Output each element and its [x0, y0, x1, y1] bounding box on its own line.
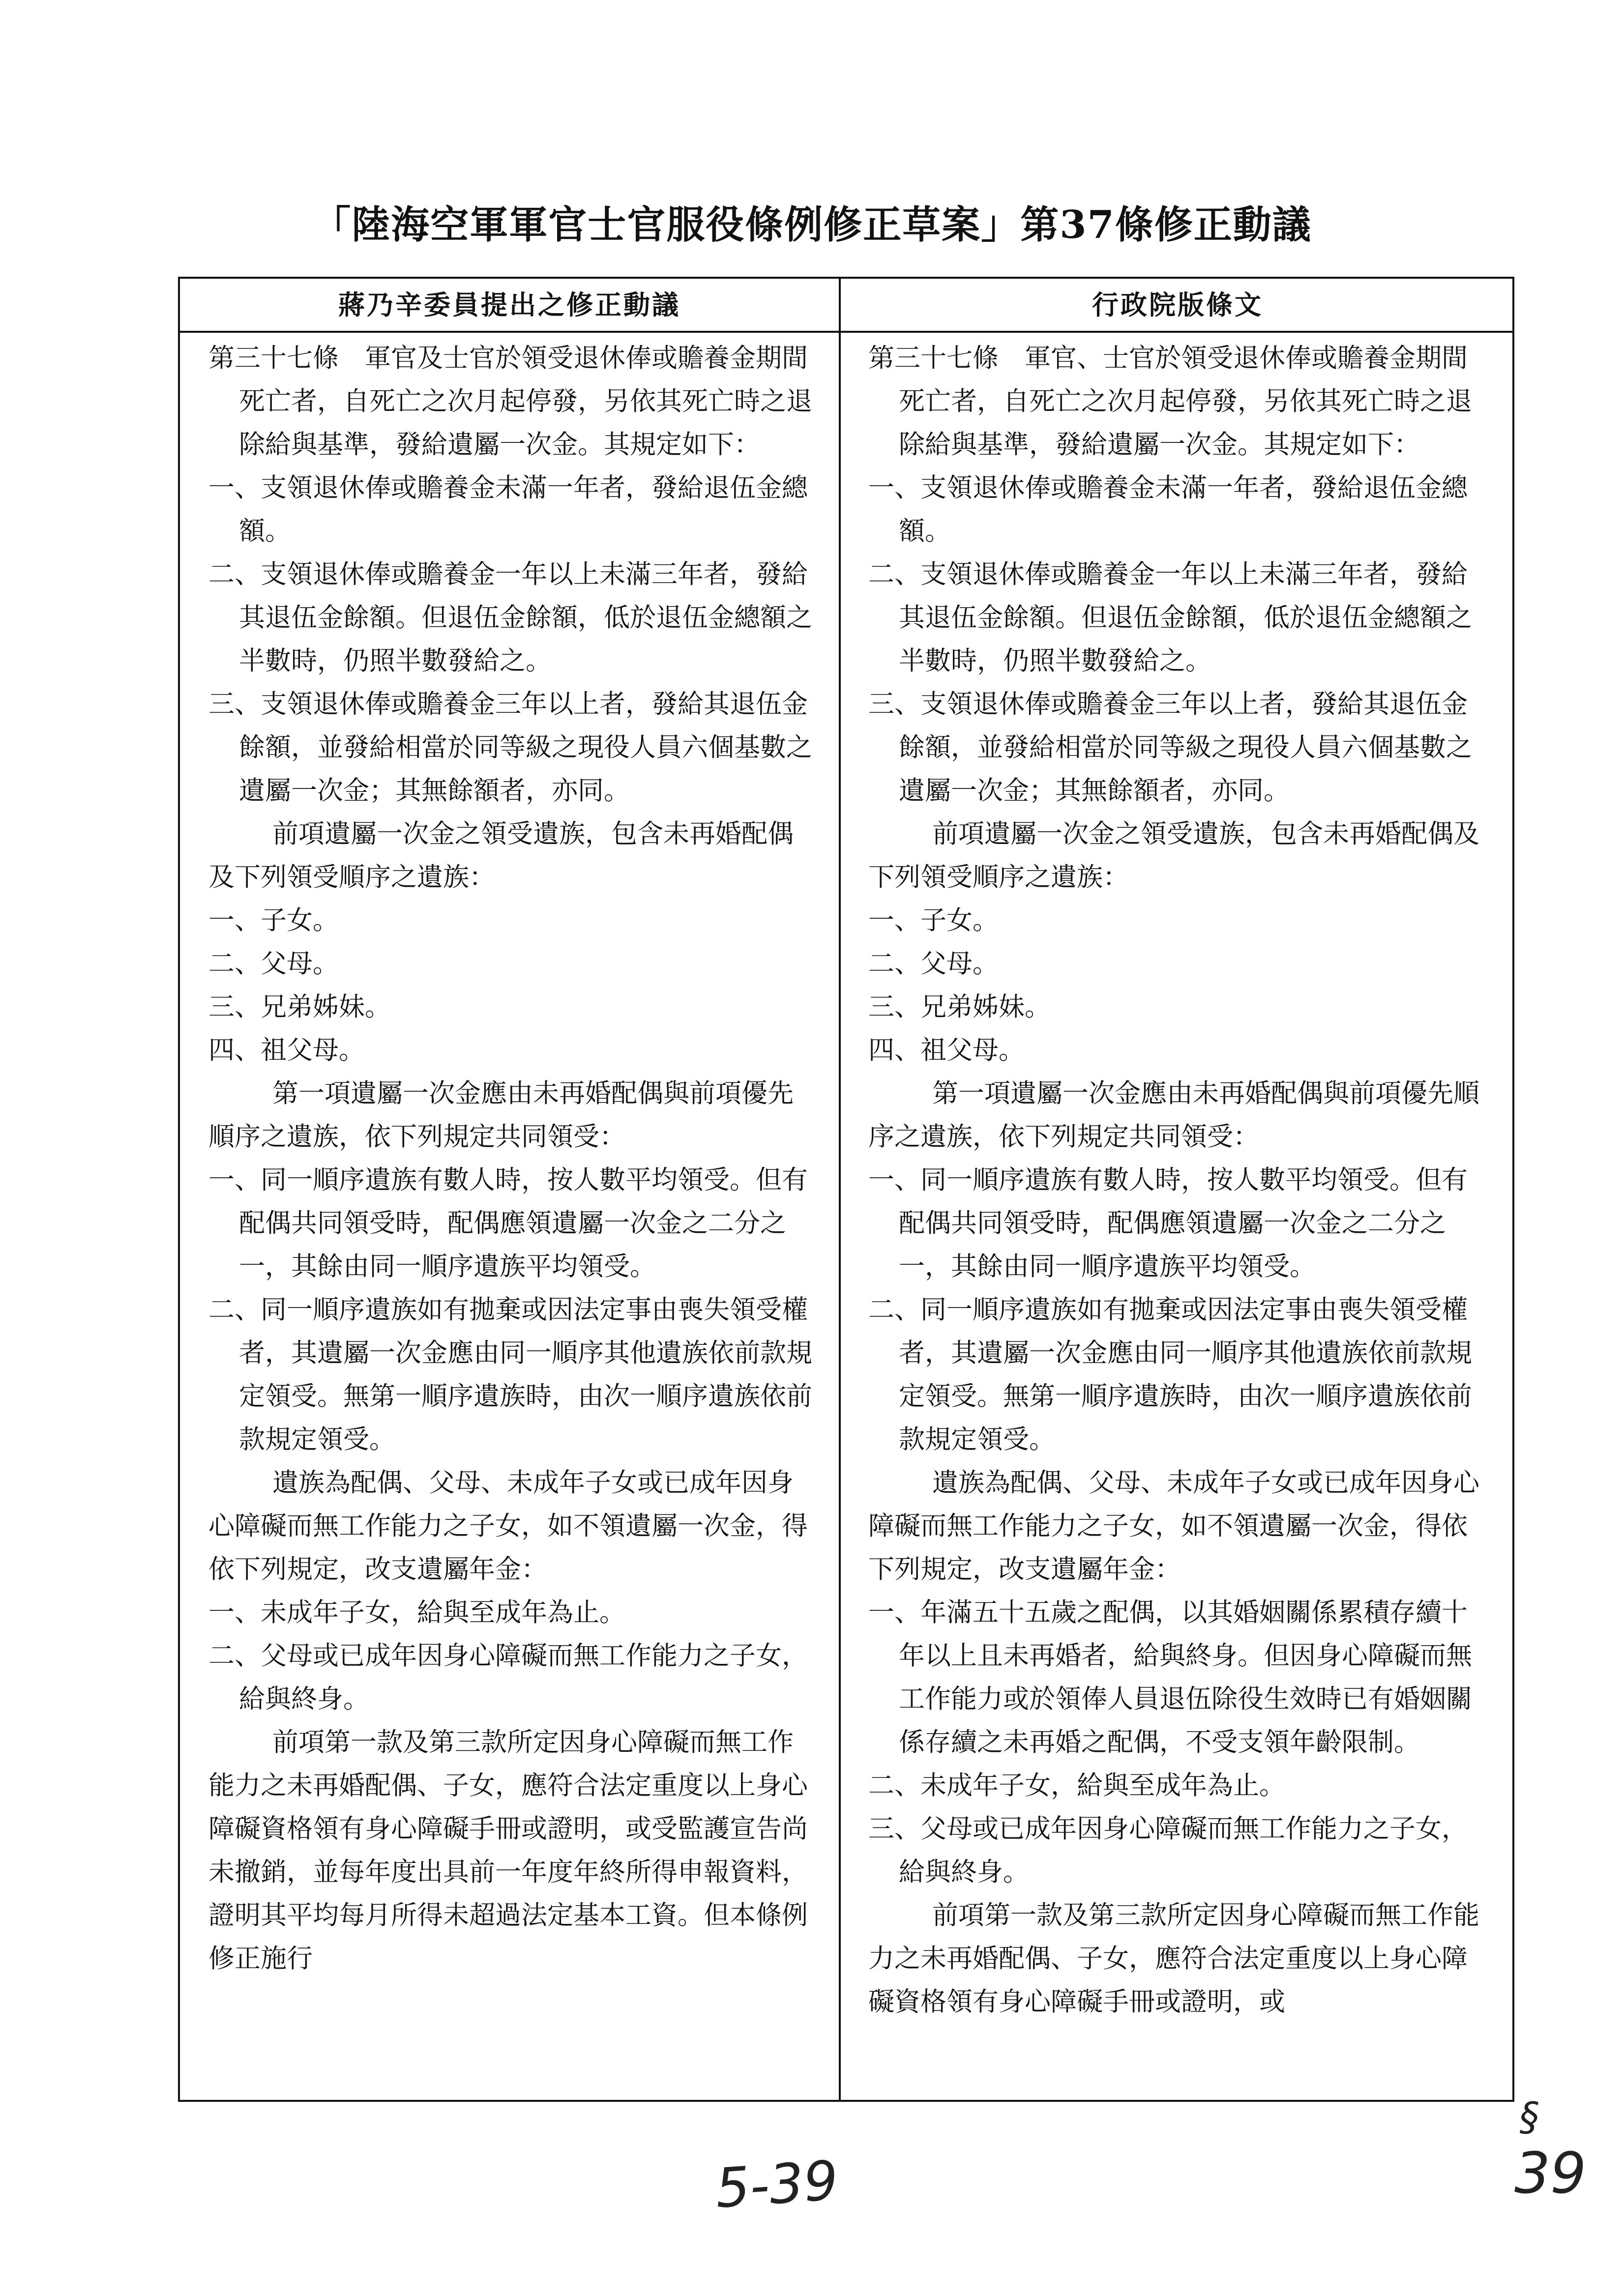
- left-article-heading: 第三十七條 軍官及士官於領受退休俸或贍養金期間死亡者，自死亡之次月起停發，另依其死亡時之退除給與基準，發給遺屬一次金。其規定如下：: [208, 343, 812, 460]
- left-item: 一、未成年子女，給與至成年為止。: [208, 1598, 625, 1628]
- right-item: 三、父母或已成年因身心障礙而無工作能力之子女，給與終身。: [868, 1814, 1468, 1887]
- right-item: 二、同一順序遺族如有拋棄或因法定事由喪失領受權者，其遺屬一次金應由同一順序其他遺族依前款規定領受。無第一順序遺族時，由次一順序遺族依前款規定領受。: [868, 1295, 1472, 1454]
- right-paragraph: 前項遺屬一次金之領受遺族，包含未再婚配偶及下列領受順序之遺族：: [868, 819, 1479, 892]
- right-item: 二、父母。: [868, 949, 999, 979]
- handwritten-corner-mark: [1514, 2094, 1588, 2222]
- left-paragraph: 前項遺屬一次金之領受遺族，包含未再婚配偶及下列領受順序之遺族：: [208, 819, 794, 892]
- right-item: 三、支領退休俸或贍養金三年以上者，發給其退伍金餘額，並發給相當於同等級之現役人員六個基數之遺屬一次金；其無餘額者，亦同。: [868, 689, 1472, 806]
- left-column-text: [208, 337, 818, 2096]
- corner-mark-top: §: [1519, 2094, 1539, 2140]
- left-paragraph: 前項第一款及第三款所定因身心障礙而無工作能力之未再婚配偶、子女，應符合法定重度以上身心障礙資格領有身心障礙手冊或證明，或受監護宣告尚未撤銷，並每年度出具前一年度年終所得申報資料，證明其平均每月所得未超過法定基本工資。但本條例修正施行: [208, 1727, 808, 1974]
- right-paragraph: 第一項遺屬一次金應由未再婚配偶與前項優先順序之遺族，依下列規定共同領受：: [868, 1078, 1479, 1152]
- left-item: 三、兄弟姊妹。: [208, 992, 391, 1022]
- right-column-text: [868, 337, 1488, 2096]
- right-item: 一、子女。: [868, 905, 999, 935]
- right-item: 一、同一順序遺族有數人時，按人數平均領受。但有配偶共同領受時，配偶應領遺屬一次金之二分之一，其餘由同一順序遺族平均領受。: [868, 1165, 1468, 1281]
- right-item: 三、兄弟姊妹。: [868, 992, 1051, 1022]
- left-item: 四、祖父母。: [208, 1035, 365, 1065]
- left-item: 一、支領退休俸或贍養金未滿一年者，發給退伍金總額。: [208, 473, 808, 546]
- right-paragraph: 前項第一款及第三款所定因身心障礙而無工作能力之未再婚配偶、子女，應符合法定重度以上身心障礙資格領有身心障礙手冊或證明，或: [868, 1900, 1479, 2017]
- left-item: 三、支領退休俸或贍養金三年以上者，發給其退伍金餘額，並發給相當於同等級之現役人員六個基數之遺屬一次金；其無餘額者，亦同。: [208, 689, 812, 806]
- right-item: 一、支領退休俸或贍養金未滿一年者，發給退伍金總額。: [868, 473, 1468, 546]
- page-title: 「陸海空軍軍官士官服役條例修正草案」第37條修正動議: [312, 203, 1312, 247]
- left-item: 二、父母或已成年因身心障礙而無工作能力之子女，給與終身。: [208, 1641, 808, 1714]
- left-item: 二、同一順序遺族如有拋棄或因法定事由喪失領受權者，其遺屬一次金應由同一順序其他遺族依前款規定領受。無第一順序遺族時，由次一順序遺族依前款規定領受。: [208, 1295, 812, 1454]
- left-item: 一、子女。: [208, 905, 339, 935]
- left-item: 一、同一順序遺族有數人時，按人數平均領受。但有配偶共同領受時，配偶應領遺屬一次金之二分之一，其餘由同一順序遺族平均領受。: [208, 1165, 808, 1281]
- right-paragraph: 遺族為配偶、父母、未成年子女或已成年因身心障礙而無工作能力之子女，如不領遺屬一次金，得依下列規定，改支遺屬年金：: [868, 1468, 1479, 1584]
- right-item: 四、祖父母。: [868, 1035, 1025, 1065]
- left-paragraph: 遺族為配偶、父母、未成年子女或已成年因身心障礙而無工作能力之子女，如不領遺屬一次金，得依下列規定，改支遺屬年金：: [208, 1468, 808, 1584]
- left-paragraph: 第一項遺屬一次金應由未再婚配偶與前項優先順序之遺族，依下列規定共同領受：: [208, 1078, 794, 1152]
- comparison-table: [178, 277, 1514, 2102]
- right-column-header: 行政院版條文: [1092, 289, 1263, 320]
- right-item: 一、年滿五十五歲之配偶，以其婚姻關係累積存續十年以上且未再婚者，給與終身。但因身心障礙而無工作能力或於領俸人員退伍除役生效時已有婚姻關係存續之未再婚之配偶，不受支領年齡限制。: [868, 1598, 1472, 1757]
- right-article-heading: 第三十七條 軍官、士官於領受退休俸或贍養金期間死亡者，自死亡之次月起停發，另依其死亡時之退除給與基準，發給遺屬一次金。其規定如下：: [868, 343, 1472, 460]
- left-column-header: 蔣乃辛委員提出之修正動議: [338, 289, 680, 320]
- right-item: 二、未成年子女，給與至成年為止。: [868, 1771, 1285, 1801]
- left-item: 二、支領退休俸或贍養金一年以上未滿三年者，發給其退伍金餘額。但退伍金餘額，低於退伍金總額之半數時，仍照半數發給之。: [208, 559, 812, 676]
- left-item: 二、父母。: [208, 949, 339, 979]
- corner-mark-bottom: 39: [1514, 2141, 1587, 2207]
- header-rule: [180, 331, 1512, 333]
- column-divider: [839, 279, 841, 2100]
- right-item: 二、支領退休俸或贍養金一年以上未滿三年者，發給其退伍金餘額。但退伍金餘額，低於退伍金總額之半數時，仍照半數發給之。: [868, 559, 1472, 676]
- handwritten-page-number: 5-39: [713, 2149, 840, 2220]
